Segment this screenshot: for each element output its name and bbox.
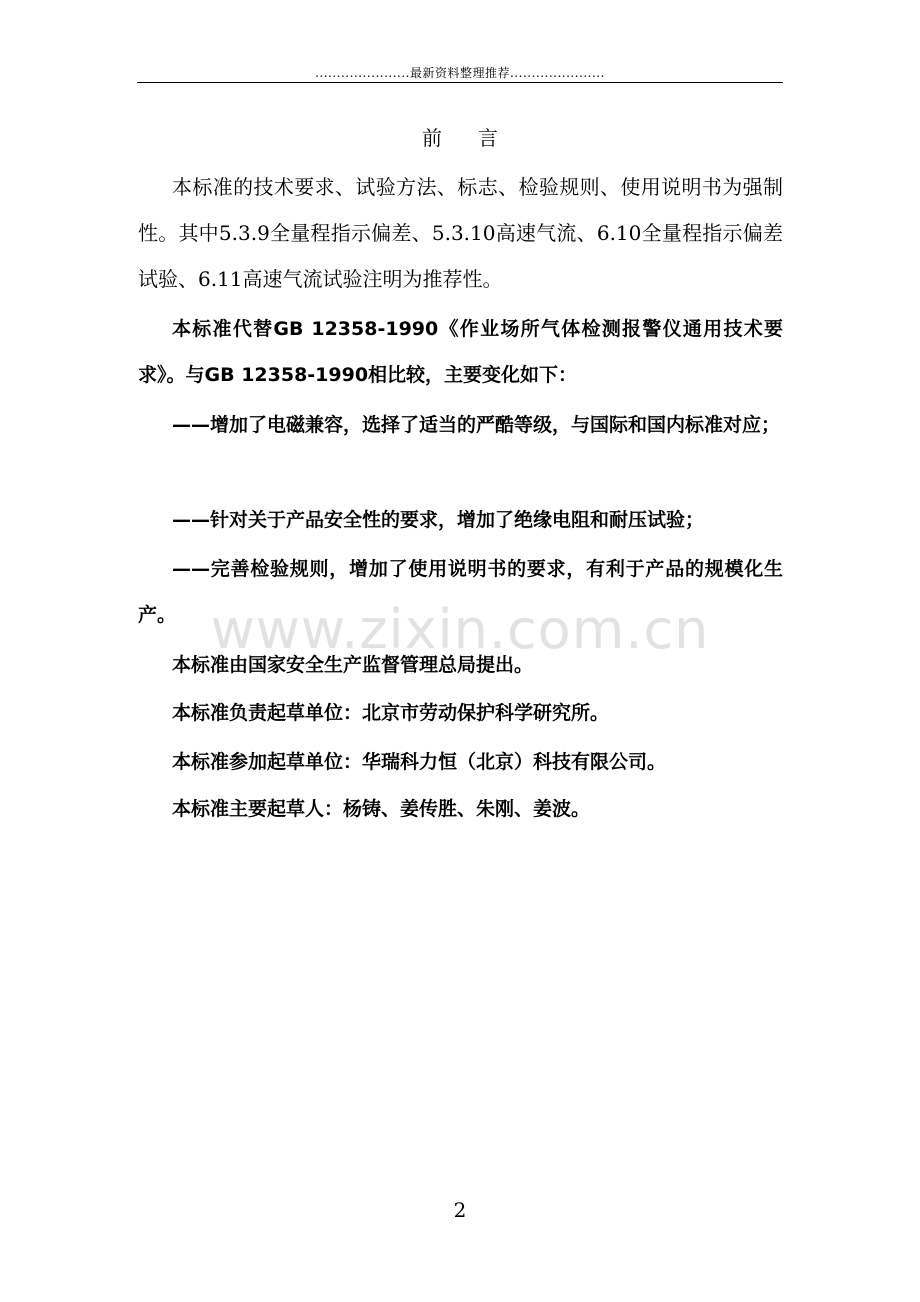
section-title: 前言	[422, 126, 534, 150]
page-number: 2	[453, 1198, 467, 1222]
paragraph-participating-unit: 本标准参加起草单位：华瑞科力恒（北京）科技有限公司。	[172, 751, 667, 773]
header-divider	[137, 82, 783, 83]
watermark: www.zixin.com.cn	[210, 598, 710, 661]
paragraph-replaces-standard: 本标准代替GB 12358-1990《作业场所气体检测报警仪通用技术要求》。与GB 12358-1990相比较，主要变化如下：	[138, 318, 783, 386]
paragraph-mandatory-requirements: 本标准的技术要求、试验方法、标志、检验规则、使用说明书为强制性。其中5.3.9全量程指示偏差、5.3.10高速气流、6.10全量程指示偏差试验、6.11高速气流试验注明为推荐性。	[138, 175, 783, 291]
paragraph-change-emc: ——增加了电磁兼容，选择了适当的严酷等级，与国际和国内标准对应；	[172, 414, 781, 436]
paragraph-main-drafters: 本标准主要起草人：杨铸、姜传胜、朱刚、姜波。	[172, 798, 591, 820]
paragraph-proposed-by: 本标准由国家安全生产监督管理总局提出。	[172, 654, 534, 676]
paragraph-change-safety: ——针对关于产品安全性的要求，增加了绝缘电阻和耐压试验；	[172, 509, 705, 531]
paragraph-responsible-unit: 本标准负责起草单位：北京市劳动保护科学研究所。	[172, 702, 610, 724]
page-header: ......................最新资料整理推荐......................	[315, 66, 605, 80]
paragraph-change-inspection: ——完善检验规则，增加了使用说明书的要求，有利于产品的规模化生产。	[138, 558, 783, 626]
